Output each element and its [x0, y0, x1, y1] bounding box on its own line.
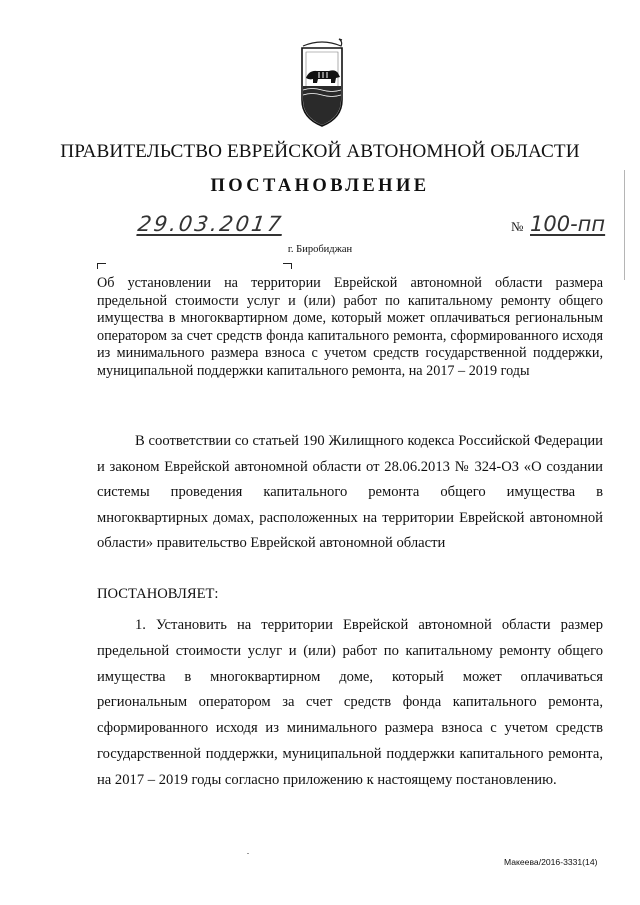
resolves-heading: ПОСТАНОВЛЯЕТ:	[97, 586, 219, 602]
item-1-paragraph: 1. Установить на территории Еврейской автономной области размер предельной стоимости услуг и (или) работ по капитальному ремонту общего имущества в многоквартирном доме, который может оплачиваться региональным оператором за счет средств фонда капитального ремонта, сформированного исходя из минимального размера взноса с учетом средств государственной поддержки, муниципальной поддержки капитального ремонта, на 2017 – 2019 годы согласно приложению к настоящему постановлению.	[97, 617, 603, 788]
coat-of-arms-emblem	[297, 38, 347, 128]
document-subject: Об установлении на территории Еврейской автономной области размера предельной стоимости услуг и (или) работ по капитальному ремонту общего имущества в многоквартирном доме, который может оплачиваться региональным оператором за счет средств фонда капитального ремонта, сформированного исходя из минимального размера взноса с учетом средств государственной поддержки, муниципальной поддержки капитального ремонта, на 2017 – 2019 годы	[97, 275, 603, 379]
document-type-title: ПОСТАНОВЛЕНИЕ	[210, 176, 430, 196]
handwritten-document-number: 100-пп	[530, 212, 606, 236]
number-label: №	[511, 219, 524, 234]
subject-corner-left	[97, 263, 106, 269]
scan-speck	[247, 853, 249, 854]
government-name: ПРАВИТЕЛЬСТВО ЕВРЕЙСКОЙ АВТОНОМНОЙ ОБЛАСТИ	[60, 141, 580, 162]
footer-code: Макеева/2016-3331(14)	[504, 857, 598, 867]
city-name: г. Биробиджан	[287, 244, 353, 255]
preamble-paragraph: В соответствии со статьей 190 Жилищного кодекса Российской Федерации и законом Еврейской автономной области от 28.06.2013 № 324-ОЗ «О создании системы проведения капитального ремонта общего имущества в многоквартирных домах, расположенных на территории Еврейской автономной области» правительство Еврейской автономной области	[97, 433, 603, 551]
handwritten-date: 29.03.2017	[136, 212, 285, 236]
subject-corner-right	[283, 263, 292, 269]
